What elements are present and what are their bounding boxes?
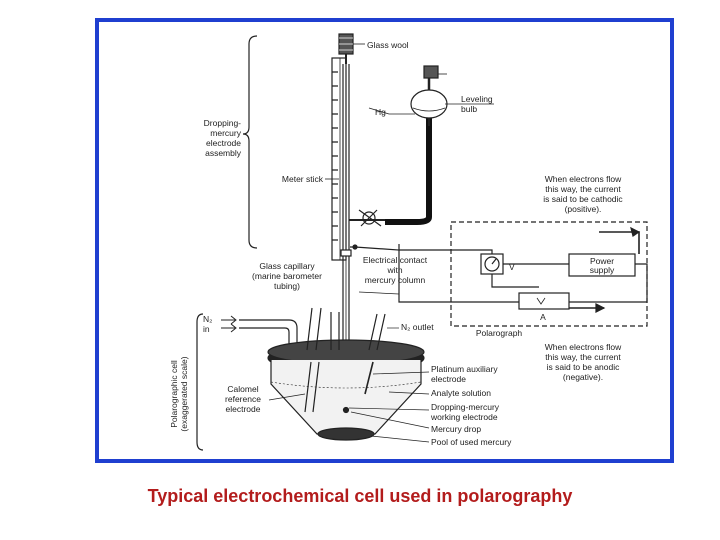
label-calomel-1: Calomel <box>227 384 259 394</box>
label-electrical-contact-1: Electrical contact <box>362 255 428 265</box>
label-dme-working-2: working electrode <box>431 412 498 422</box>
label-dme-assembly-1: Dropping- <box>203 118 241 128</box>
label-anodic-1: When electrons flow <box>544 342 622 352</box>
label-glass-capillary-3: tubing) <box>274 281 300 291</box>
label-leveling-bulb-1: Leveling <box>461 94 493 104</box>
label-analyte: Analyte solution <box>431 388 492 398</box>
label-glass-capillary-1: Glass capillary <box>259 261 315 271</box>
label-anodic-3: is said to be anodic <box>546 362 620 372</box>
label-polarographic-cell-1: Polarographic cell <box>169 360 179 428</box>
label-calomel-2: reference <box>225 394 261 404</box>
label-dme-assembly-3: electrode <box>206 138 241 148</box>
diagram-frame <box>95 18 674 463</box>
voltmeter <box>481 254 503 274</box>
label-anodic-4: (negative). <box>562 372 604 382</box>
label-glass-wool: Glass wool <box>367 40 409 50</box>
label-platinum-2: electrode <box>431 374 466 384</box>
label-a: A <box>540 312 546 322</box>
label-polarograph: Polarograph <box>475 328 523 338</box>
label-n2-in-1: N₂ <box>203 314 213 324</box>
label-electrical-contact-3: mercury column <box>364 275 426 285</box>
figure-caption: Typical electrochemical cell used in polarography <box>147 486 573 506</box>
assembly-bracket <box>243 36 257 248</box>
label-calomel-3: electrode <box>225 404 261 414</box>
glass-wool <box>339 34 353 54</box>
stopcock <box>349 210 385 226</box>
label-dme-assembly-2: mercury <box>210 128 241 138</box>
label-power-supply-1: Power <box>589 256 615 266</box>
label-meter-stick: Meter stick <box>281 174 323 184</box>
polarography-diagram <box>99 22 670 459</box>
label-dme-working-1: Dropping-mercury <box>431 402 500 412</box>
label-hg: Hg <box>375 107 386 117</box>
label-v: V <box>509 262 515 272</box>
label-cathodic-4: (positive). <box>564 204 602 214</box>
label-power-supply-2: supply <box>589 265 615 275</box>
label-electrical-contact-2: with <box>387 265 403 275</box>
ammeter <box>519 293 569 309</box>
label-polarographic-cell-2: (exaggerated scale) <box>179 356 189 432</box>
label-mercury-drop: Mercury drop <box>431 424 482 434</box>
meter-stick <box>332 58 346 260</box>
label-cathodic-3: is said to be cathodic <box>543 194 623 204</box>
cell-bracket <box>197 314 203 450</box>
leveling-bulb <box>411 66 447 126</box>
label-dme-assembly-4: assembly <box>205 148 241 158</box>
cell-vessel <box>271 360 421 440</box>
label-n2-outlet: N₂ outlet <box>401 322 434 332</box>
label-pool: Pool of used mercury <box>431 437 512 447</box>
label-cathodic-1: When electrons flow <box>544 174 622 184</box>
label-glass-capillary-2: (marine barometer <box>252 271 322 281</box>
label-leveling-bulb-2: bulb <box>461 104 478 114</box>
label-anodic-2: this way, the current <box>545 352 621 362</box>
label-cathodic-2: this way, the current <box>545 184 621 194</box>
label-n2-in-2: in <box>203 324 210 334</box>
label-platinum-1: Platinum auxiliary <box>431 364 498 374</box>
mercury-drop <box>344 408 349 413</box>
